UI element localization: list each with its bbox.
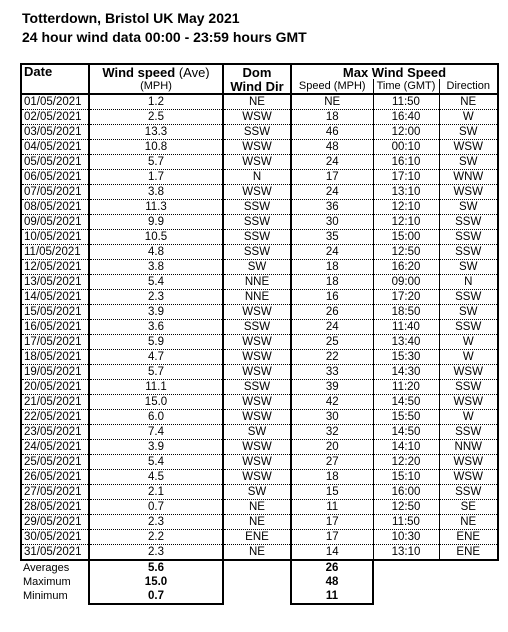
dom-dir-cell: SW bbox=[223, 485, 291, 500]
dom-dir-cell: WSW bbox=[223, 455, 291, 470]
spacer-cell bbox=[439, 560, 498, 575]
spacer-cell bbox=[373, 589, 439, 604]
max-speed-cell: 15 bbox=[291, 485, 373, 500]
max-time-cell: 13:40 bbox=[373, 335, 439, 350]
max-speed-cell: 22 bbox=[291, 350, 373, 365]
max-speed-cell: 35 bbox=[291, 230, 373, 245]
avg-speed-cell: 5.4 bbox=[89, 455, 223, 470]
table-row bbox=[21, 395, 498, 410]
dom-dir-cell: WSW bbox=[223, 395, 291, 410]
max-time-cell: 12:50 bbox=[373, 245, 439, 260]
max-time-cell: 16:00 bbox=[373, 485, 439, 500]
avg-speed-cell: 2.3 bbox=[89, 545, 223, 561]
max-direction-cell: WSW bbox=[439, 185, 498, 200]
dom-dir-cell: ENE bbox=[223, 530, 291, 545]
avg-speed-cell: 3.9 bbox=[89, 440, 223, 455]
max-speed-cell: 16 bbox=[291, 290, 373, 305]
averages-max: 26 bbox=[291, 560, 373, 575]
table-row bbox=[21, 350, 498, 365]
avg-speed-cell: 5.9 bbox=[89, 335, 223, 350]
dom-dir-cell: WSW bbox=[223, 140, 291, 155]
avg-speed-cell: 10.5 bbox=[89, 230, 223, 245]
dom-dir-cell: SSW bbox=[223, 230, 291, 245]
max-direction-cell: SSW bbox=[439, 245, 498, 260]
avg-speed-cell: 0.7 bbox=[89, 500, 223, 515]
date-cell: 23/05/2021 bbox=[21, 425, 89, 440]
max-direction-cell: WSW bbox=[439, 455, 498, 470]
table-row bbox=[21, 545, 498, 561]
avg-speed-cell: 2.3 bbox=[89, 290, 223, 305]
date-cell: 29/05/2021 bbox=[21, 515, 89, 530]
max-time-cell: 12:50 bbox=[373, 500, 439, 515]
date-cell: 27/05/2021 bbox=[21, 485, 89, 500]
table-row bbox=[21, 485, 498, 500]
dom-dir-cell: N bbox=[223, 170, 291, 185]
ave-label: (Ave) bbox=[178, 64, 210, 79]
max-speed-cell: 20 bbox=[291, 440, 373, 455]
max-speed-cell: 33 bbox=[291, 365, 373, 380]
date-cell: 25/05/2021 bbox=[21, 455, 89, 470]
max-speed-cell: 24 bbox=[291, 185, 373, 200]
date-cell: 11/05/2021 bbox=[21, 245, 89, 260]
avg-speed-cell: 10.8 bbox=[89, 140, 223, 155]
max-speed-cell: 46 bbox=[291, 125, 373, 140]
header-row-main bbox=[21, 64, 498, 79]
table-row bbox=[21, 155, 498, 170]
spacer-cell bbox=[223, 560, 291, 575]
max-direction-cell: N bbox=[439, 275, 498, 290]
avg-speed-cell: 11.3 bbox=[89, 200, 223, 215]
max-speed-cell: 36 bbox=[291, 200, 373, 215]
max-direction-cell: WNW bbox=[439, 170, 498, 185]
max-time-cell: 17:20 bbox=[373, 290, 439, 305]
dom-dir-cell: WSW bbox=[223, 350, 291, 365]
dom-dir-cell: SSW bbox=[223, 380, 291, 395]
max-direction-cell: SW bbox=[439, 305, 498, 320]
max-direction-cell: SE bbox=[439, 500, 498, 515]
date-cell: 04/05/2021 bbox=[21, 140, 89, 155]
max-speed-cell: 30 bbox=[291, 215, 373, 230]
dom-dir-cell: NE bbox=[223, 515, 291, 530]
max-speed-cell: 18 bbox=[291, 110, 373, 125]
avg-speed-cell: 2.1 bbox=[89, 485, 223, 500]
max-direction-cell: NE bbox=[439, 515, 498, 530]
table-row bbox=[21, 200, 498, 215]
max-time-cell: 15:50 bbox=[373, 410, 439, 425]
max-time-cell: 17:10 bbox=[373, 170, 439, 185]
dom-dir-cell: SSW bbox=[223, 320, 291, 335]
max-time-cell: 11:20 bbox=[373, 380, 439, 395]
averages-label: Averages bbox=[23, 561, 70, 574]
header-row-sub bbox=[21, 79, 498, 94]
max-speed-cell: 24 bbox=[291, 155, 373, 170]
table-row bbox=[21, 245, 498, 260]
dom-dir-cell: NNE bbox=[223, 290, 291, 305]
max-time-cell: 00:10 bbox=[373, 140, 439, 155]
table-row bbox=[21, 260, 498, 275]
maximum-max: 48 bbox=[291, 575, 373, 589]
spacer-cell bbox=[439, 589, 498, 604]
max-direction-cell: W bbox=[439, 410, 498, 425]
date-cell: 05/05/2021 bbox=[21, 155, 89, 170]
avg-speed-cell: 3.8 bbox=[89, 260, 223, 275]
table-row bbox=[21, 365, 498, 380]
dom-dir-cell: NNE bbox=[223, 275, 291, 290]
max-time-cell: 12:20 bbox=[373, 455, 439, 470]
max-time-cell: 13:10 bbox=[373, 185, 439, 200]
averages-speed: 5.6 bbox=[89, 560, 223, 575]
max-speed-cell: 42 bbox=[291, 395, 373, 410]
avg-speed-cell: 2.3 bbox=[89, 515, 223, 530]
date-cell: 14/05/2021 bbox=[21, 290, 89, 305]
minimum-label: Minimum bbox=[23, 590, 68, 602]
max-speed-cell: 32 bbox=[291, 425, 373, 440]
dom-dir-cell: SW bbox=[223, 260, 291, 275]
dom-dir-cell: WSW bbox=[223, 365, 291, 380]
table-row bbox=[21, 500, 498, 515]
max-direction-cell: WSW bbox=[439, 470, 498, 485]
date-header-spacer bbox=[21, 79, 89, 94]
table-row bbox=[21, 425, 498, 440]
avg-speed-cell: 4.7 bbox=[89, 350, 223, 365]
maximum-row bbox=[21, 575, 498, 589]
max-speed-cell: 25 bbox=[291, 335, 373, 350]
time-gmt-header: Time (GMT) bbox=[373, 79, 439, 94]
averages-row bbox=[21, 560, 498, 575]
max-speed-cell: 14 bbox=[291, 545, 373, 561]
date-cell: 17/05/2021 bbox=[21, 335, 89, 350]
date-cell: 18/05/2021 bbox=[21, 350, 89, 365]
max-direction-cell: ENE bbox=[439, 545, 498, 561]
max-direction-cell: ENE bbox=[439, 530, 498, 545]
max-time-cell: 12:10 bbox=[373, 200, 439, 215]
max-direction-cell: NE bbox=[439, 94, 498, 110]
spacer-cell bbox=[373, 560, 439, 575]
date-cell: 02/05/2021 bbox=[21, 110, 89, 125]
table-row bbox=[21, 185, 498, 200]
max-speed-cell: NE bbox=[291, 94, 373, 110]
table-row bbox=[21, 125, 498, 140]
max-direction-cell: SSW bbox=[439, 320, 498, 335]
date-cell: 31/05/2021 bbox=[21, 545, 89, 561]
max-speed-cell: 18 bbox=[291, 470, 373, 485]
avg-speed-cell: 2.5 bbox=[89, 110, 223, 125]
max-direction-cell: SW bbox=[439, 155, 498, 170]
page-subtitle: 24 hour wind data 00:00 - 23:59 hours GMT bbox=[22, 29, 307, 45]
minimum-max: 11 bbox=[291, 589, 373, 604]
maximum-speed: 15.0 bbox=[89, 575, 223, 589]
date-cell: 09/05/2021 bbox=[21, 215, 89, 230]
dom-dir-cell: NE bbox=[223, 94, 291, 110]
max-direction-cell: SW bbox=[439, 200, 498, 215]
date-cell: 08/05/2021 bbox=[21, 200, 89, 215]
wind-dir-header: Wind Dir bbox=[223, 79, 291, 94]
max-time-cell: 12:00 bbox=[373, 125, 439, 140]
page-title: Totterdown, Bristol UK May 2021 bbox=[22, 10, 240, 26]
table-row bbox=[21, 290, 498, 305]
max-time-cell: 16:40 bbox=[373, 110, 439, 125]
max-direction-cell: SSW bbox=[439, 380, 498, 395]
avg-speed-cell: 1.2 bbox=[89, 94, 223, 110]
table-row bbox=[21, 305, 498, 320]
date-cell: 07/05/2021 bbox=[21, 185, 89, 200]
max-direction-cell: SW bbox=[439, 260, 498, 275]
max-direction-cell: WSW bbox=[439, 395, 498, 410]
date-cell: 13/05/2021 bbox=[21, 275, 89, 290]
avg-speed-cell: 4.5 bbox=[89, 470, 223, 485]
date-cell: 30/05/2021 bbox=[21, 530, 89, 545]
spacer-cell bbox=[439, 575, 498, 589]
table-row bbox=[21, 380, 498, 395]
date-cell: 16/05/2021 bbox=[21, 320, 89, 335]
date-cell: 15/05/2021 bbox=[21, 305, 89, 320]
max-time-cell: 12:10 bbox=[373, 215, 439, 230]
table-row bbox=[21, 275, 498, 290]
table-row bbox=[21, 470, 498, 485]
table-row bbox=[21, 215, 498, 230]
max-wind-speed-header: Max Wind Speed bbox=[291, 64, 498, 79]
date-cell: 12/05/2021 bbox=[21, 260, 89, 275]
dom-dir-cell: SW bbox=[223, 425, 291, 440]
dom-dir-cell: SSW bbox=[223, 245, 291, 260]
minimum-row bbox=[21, 589, 498, 604]
dom-dir-cell: SSW bbox=[223, 200, 291, 215]
max-time-cell: 14:50 bbox=[373, 395, 439, 410]
max-speed-cell: 18 bbox=[291, 275, 373, 290]
dom-dir-cell: SSW bbox=[223, 215, 291, 230]
max-speed-cell: 17 bbox=[291, 515, 373, 530]
avg-speed-cell: 2.2 bbox=[89, 530, 223, 545]
max-direction-cell: SSW bbox=[439, 425, 498, 440]
max-speed-cell: 11 bbox=[291, 500, 373, 515]
avg-speed-cell: 3.9 bbox=[89, 305, 223, 320]
max-direction-cell: SSW bbox=[439, 290, 498, 305]
max-speed-cell: 48 bbox=[291, 140, 373, 155]
max-speed-cell: 24 bbox=[291, 245, 373, 260]
dom-dir-cell: WSW bbox=[223, 305, 291, 320]
max-direction-cell: SW bbox=[439, 125, 498, 140]
max-direction-cell: SSW bbox=[439, 485, 498, 500]
max-direction-cell: W bbox=[439, 350, 498, 365]
direction-header: Direction bbox=[439, 79, 498, 94]
dom-dir-cell: NE bbox=[223, 500, 291, 515]
date-cell: 06/05/2021 bbox=[21, 170, 89, 185]
max-speed-cell: 30 bbox=[291, 410, 373, 425]
dom-dir-cell: WSW bbox=[223, 185, 291, 200]
dom-header: Dom bbox=[223, 64, 291, 79]
mph-unit-label: (MPH) bbox=[89, 79, 223, 94]
table-row bbox=[21, 440, 498, 455]
dom-dir-cell: NE bbox=[223, 545, 291, 561]
max-direction-cell: NNW bbox=[439, 440, 498, 455]
table-row bbox=[21, 410, 498, 425]
table-row bbox=[21, 320, 498, 335]
date-cell: 03/05/2021 bbox=[21, 125, 89, 140]
table-row bbox=[21, 530, 498, 545]
max-time-cell: 16:10 bbox=[373, 155, 439, 170]
avg-speed-cell: 7.4 bbox=[89, 425, 223, 440]
table-row bbox=[21, 335, 498, 350]
table-row bbox=[21, 230, 498, 245]
table-row bbox=[21, 170, 498, 185]
wind-speed-label: Wind speed bbox=[102, 64, 176, 79]
table-row bbox=[21, 140, 498, 155]
dom-dir-cell: WSW bbox=[223, 410, 291, 425]
date-cell: 20/05/2021 bbox=[21, 380, 89, 395]
avg-speed-cell: 1.7 bbox=[89, 170, 223, 185]
max-speed-cell: 26 bbox=[291, 305, 373, 320]
dom-dir-cell: SSW bbox=[223, 125, 291, 140]
dom-dir-cell: WSW bbox=[223, 470, 291, 485]
date-header: Date bbox=[21, 64, 89, 79]
date-cell: 28/05/2021 bbox=[21, 500, 89, 515]
avg-speed-cell: 13.3 bbox=[89, 125, 223, 140]
avg-speed-cell: 5.7 bbox=[89, 365, 223, 380]
max-time-cell: 15:10 bbox=[373, 470, 439, 485]
max-speed-cell: 17 bbox=[291, 530, 373, 545]
max-time-cell: 15:30 bbox=[373, 350, 439, 365]
dom-dir-cell: WSW bbox=[223, 155, 291, 170]
minimum-speed: 0.7 bbox=[89, 589, 223, 604]
max-direction-cell: SSW bbox=[439, 215, 498, 230]
max-time-cell: 09:00 bbox=[373, 275, 439, 290]
max-speed-cell: 39 bbox=[291, 380, 373, 395]
max-time-cell: 11:50 bbox=[373, 515, 439, 530]
avg-speed-cell: 4.8 bbox=[89, 245, 223, 260]
max-time-cell: 14:30 bbox=[373, 365, 439, 380]
avg-speed-cell: 6.0 bbox=[89, 410, 223, 425]
max-time-cell: 13:10 bbox=[373, 545, 439, 561]
max-time-cell: 14:10 bbox=[373, 440, 439, 455]
avg-speed-cell: 3.8 bbox=[89, 185, 223, 200]
date-cell: 26/05/2021 bbox=[21, 470, 89, 485]
date-cell: 01/05/2021 bbox=[21, 94, 89, 110]
date-cell: 19/05/2021 bbox=[21, 365, 89, 380]
max-time-cell: 11:40 bbox=[373, 320, 439, 335]
avg-speed-cell: 3.6 bbox=[89, 320, 223, 335]
max-time-cell: 16:20 bbox=[373, 260, 439, 275]
maximum-label: Maximum bbox=[23, 575, 71, 588]
wind-speed-header bbox=[89, 64, 223, 79]
avg-speed-cell: 9.9 bbox=[89, 215, 223, 230]
avg-speed-cell: 15.0 bbox=[89, 395, 223, 410]
speed-mph-header: Speed (MPH) bbox=[291, 79, 373, 94]
spacer-cell bbox=[223, 589, 291, 604]
max-time-cell: 11:50 bbox=[373, 94, 439, 110]
table-row bbox=[21, 455, 498, 470]
dom-dir-cell: WSW bbox=[223, 440, 291, 455]
max-speed-cell: 17 bbox=[291, 170, 373, 185]
table-row bbox=[21, 515, 498, 530]
date-cell: 24/05/2021 bbox=[21, 440, 89, 455]
date-cell: 22/05/2021 bbox=[21, 410, 89, 425]
spacer-cell bbox=[223, 575, 291, 589]
dom-dir-cell: WSW bbox=[223, 110, 291, 125]
max-time-cell: 15:00 bbox=[373, 230, 439, 245]
max-direction-cell: W bbox=[439, 110, 498, 125]
table-row bbox=[21, 94, 498, 110]
max-direction-cell: SSW bbox=[439, 230, 498, 245]
avg-speed-cell: 5.4 bbox=[89, 275, 223, 290]
max-time-cell: 10:30 bbox=[373, 530, 439, 545]
max-speed-cell: 18 bbox=[291, 260, 373, 275]
max-direction-cell: W bbox=[439, 335, 498, 350]
max-speed-cell: 24 bbox=[291, 320, 373, 335]
max-time-cell: 14:50 bbox=[373, 425, 439, 440]
max-time-cell: 18:50 bbox=[373, 305, 439, 320]
avg-speed-cell: 11.1 bbox=[89, 380, 223, 395]
wind-data-table bbox=[20, 63, 499, 605]
date-cell: 10/05/2021 bbox=[21, 230, 89, 245]
max-direction-cell: WSW bbox=[439, 365, 498, 380]
dom-dir-cell: WSW bbox=[223, 335, 291, 350]
date-cell: 21/05/2021 bbox=[21, 395, 89, 410]
spacer-cell bbox=[373, 575, 439, 589]
table-row bbox=[21, 110, 498, 125]
max-speed-cell: 27 bbox=[291, 455, 373, 470]
avg-speed-cell: 5.7 bbox=[89, 155, 223, 170]
max-direction-cell: WSW bbox=[439, 140, 498, 155]
